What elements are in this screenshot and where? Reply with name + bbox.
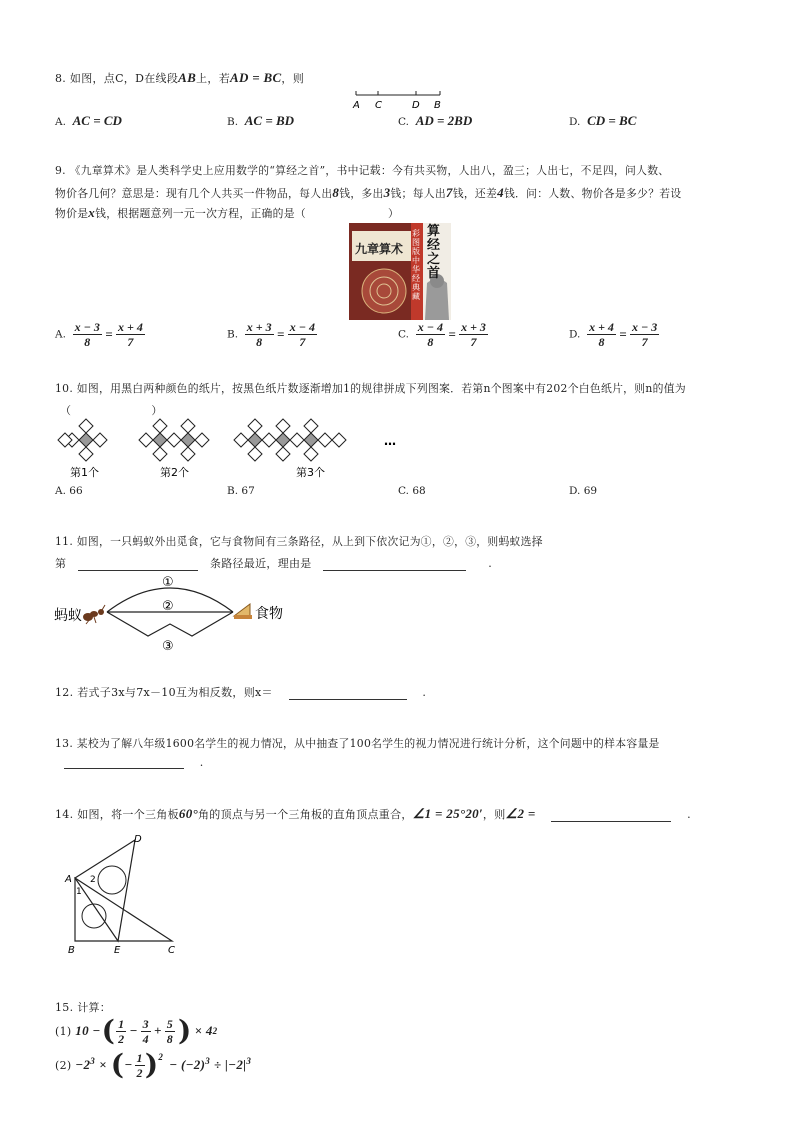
q9-option-b[interactable]: B. $\frac{x + 3}{8}$ = $\frac{x - 4}{7}$ [227,320,315,349]
ant-label: 蚂蚁 [54,608,82,624]
q14-stem: 14. 如图，将一个三角板60°角的顶点与另一个三角板的直角顶点重合，∠1 = 25°20′，则∠2 = . [55,806,691,821]
paren-left: ( [101,1014,116,1047]
q10-option-c[interactable]: C. 68 [398,485,426,497]
q10-ellipsis: … [384,434,396,448]
book-side-title: 算经之首 [427,224,441,281]
book-title: 九章算术 [355,242,404,256]
book-series: 彩图版中华经典藏 [412,229,420,301]
q11-line2: 第 条路径最近，理由是 . [55,557,492,570]
book-cover-image [349,223,451,320]
food-label: 食物 [255,606,283,622]
q14-blank[interactable] [551,821,671,822]
q8-segment-figure [350,88,446,110]
paren-left-2: ( [110,1048,125,1081]
label-E: E [114,945,121,956]
ant-icon [83,605,105,624]
label-C: C [375,100,382,110]
label-A: A [65,874,72,885]
q9-line3: 物价是x钱，根据题意列一元一次方程，正确的是（ ） [55,205,400,220]
q10-paren: （ ） [60,404,163,417]
label-D: D [412,100,420,110]
label-B: B [68,945,75,956]
paren-right: ) [178,1014,192,1047]
q8-stem: 8. 如图，点C，D在线段AB上，若AD = BC，则 [55,70,305,85]
q10-label-1: 第1个 [70,466,99,479]
q13-blank[interactable] [64,768,184,769]
q8-option-c[interactable]: C. AD = 2BD [398,113,473,128]
label-A: A [353,100,360,110]
q9-line2: 物价各几何？意思是：现有几个人共买一件物品，每人出8钱，多出3钱；每人出7钱，还差4钱．问：人数、物价各是多少？若设 [55,185,682,200]
q15-part1: (1) 10 − ( $\frac{1}{2}$ − $\frac{3}{4}$ + $\frac{5}{8}$ ) × 4 2 [55,1014,218,1047]
angle-label-1: 1 [76,887,82,897]
q10-pattern-figure [50,418,410,488]
q9-option-c[interactable]: C. $\frac{x - 4}{8}$ = $\frac{x + 3}{7}$ [398,320,486,349]
q11-line1: 11. 如图，一只蚂蚁外出觅食，它与食物间有三条路径，从上到下依次记为①，②，③，则蚂蚁选择 [55,535,543,548]
q9-option-a[interactable]: A. $\frac{x - 3}{8}$ = $\frac{x + 4}{7}$ [55,320,143,349]
q10-label-2: 第2个 [160,466,189,479]
q13-answer-line: . [64,756,204,769]
q9-option-d[interactable]: D. $\frac{x + 4}{8}$ = $\frac{x - 3}{7}$ [569,320,658,349]
path-label-2: ② [162,599,174,614]
label-D: D [134,834,142,845]
q10-label-3: 第3个 [296,466,325,479]
q11-paths-figure [50,570,300,660]
q8-option-d[interactable]: D. CD = BC [569,113,637,128]
path-label-3: ③ [162,639,174,654]
q10-option-b[interactable]: B. 67 [227,485,255,497]
label-B: B [434,100,441,110]
label-C: C [168,945,175,956]
q12-stem: 12. 若式子3x与7x－10互为相反数，则x＝ . [55,686,427,699]
q10-option-d[interactable]: D. 69 [569,485,598,497]
q8-option-b[interactable]: B. AC = BD [227,113,295,128]
q15-title: 15. 计算： [55,1001,112,1014]
path-label-1: ① [162,575,174,590]
q15-part2: (2) −2 $^3$ × ( − $\frac{1}{2}$ ) $^2$ − (−2) $^3$ ÷ |−2| $^3$ [55,1048,252,1081]
food-icon [234,604,252,619]
q10-line1: 10. 如图，用黑白两种颜色的纸片，按黑色纸片数逐渐增加1的规律拼成下列图案．若第n个图案中有202个白色纸片，则n的值为 [55,382,686,395]
q13-stem: 13. 某校为了解八年级1600名学生的视力情况，从中抽查了100名学生的视力情况进行统计分析，这个问题中的样本容量是 [55,737,660,750]
q11-blank-reason[interactable] [323,570,466,571]
q9-line1: 9. 《九章算术》是人类科学史上应用数学的“算经之首”，书中记载：今有共买物，人出八，盈三；人出七，不足四，问人数、 [55,164,670,177]
q14-triangle-figure [60,828,190,958]
angle-label-2: 2 [90,875,96,885]
q8-option-a[interactable]: A. AC = CD [55,113,122,128]
q12-blank[interactable] [289,699,407,700]
paren-right-2: ) [144,1048,159,1081]
q10-option-a[interactable]: A. 66 [55,485,83,497]
